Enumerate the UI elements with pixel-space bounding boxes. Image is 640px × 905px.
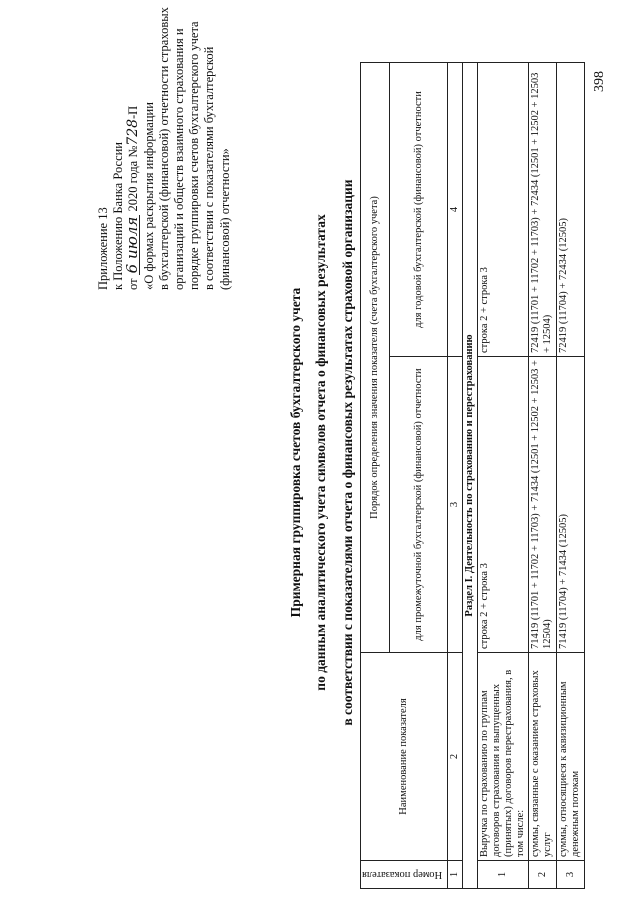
appendix-line: к Положению Банка России (111, 142, 126, 290)
row-number: 3 (557, 861, 585, 889)
page-number: 398 (592, 71, 607, 92)
row-number: 2 (529, 861, 557, 889)
header-number-cell (361, 861, 448, 889)
appendix-line: в соответствии с показателями бухгалтерской (202, 46, 217, 290)
document-title-line2: по данным аналитического учета символов отчета о финансовых результатах (313, 214, 328, 691)
header-row-top (361, 63, 390, 889)
table-row (529, 63, 557, 889)
appendix-date-line (123, 0, 142, 290)
appendix-date-mid: 2020 года № (126, 145, 141, 212)
appendix-line: «О формах раскрытия информации (141, 102, 156, 290)
column-number: 1 (448, 861, 463, 889)
row-annual: 72419 (11704) + 72434 (12505) (557, 63, 585, 357)
table-row (557, 63, 585, 889)
row-annual: строка 2 + строка 3 (478, 63, 529, 357)
header-annual: для годовой бухгалтерской (финансовой) отчетности (390, 63, 448, 357)
header-number: Номер показателя (362, 869, 443, 881)
column-number: 4 (448, 63, 463, 357)
section-title: Раздел I. Деятельность по страхованию и перестрахованию (463, 63, 478, 889)
header-name: Наименование показателя (361, 653, 448, 861)
column-number: 3 (448, 357, 463, 653)
column-numbers-row (448, 63, 463, 889)
row-interim: 71419 (11704) + 71434 (12505) (557, 357, 585, 653)
row-name: суммы, связанные с оказанием страховых услуг (529, 653, 557, 861)
handwritten-date: 6 июля (123, 216, 142, 274)
appendix-line: (финансовой) отчетности» (217, 148, 232, 290)
row-number: 1 (478, 861, 529, 889)
appendix-date-prefix: от (126, 278, 141, 290)
section-row (463, 63, 478, 889)
handwritten-number: 728 (125, 118, 142, 146)
row-annual: 72419 (11701 + 11702 + 11703) + 72434 (12501 + 12502 + 12503 + 12504) (529, 63, 557, 357)
appendix-date-suffix: -П (126, 105, 141, 119)
appendix-line: порядке группировки счетов бухгалтерского учета (187, 21, 202, 290)
column-number: 2 (448, 653, 463, 861)
header-interim: для промежуточной бухгалтерской (финансовой) отчетности (390, 357, 448, 653)
appendix-line: организаций и обществ взаимного страхования и (172, 28, 187, 290)
appendix-block (96, 0, 233, 290)
header-order: Порядок определения значения показателя (счета бухгалтерского учета) (361, 63, 390, 653)
row-interim: строка 2 + строка 3 (478, 357, 529, 653)
row-interim: 71419 (11701 + 11702 + 11703) + 71434 (12501 + 12502 + 12503 + 12504) (529, 357, 557, 653)
row-name: Выручка по страхованию по группам договоров страхования и выпущенных (принятых) договоров перестрахования, в том числе: (478, 653, 529, 861)
appendix-line: Приложение 13 (96, 207, 110, 290)
table-row (478, 63, 529, 889)
document-title-line1: Примерная группировка счетов бухгалтерского учета (288, 287, 303, 618)
grouping-table (360, 62, 585, 889)
row-name: суммы, относящиеся к аквизиционным денежным потокам (557, 653, 585, 861)
appendix-line: в бухгалтерской (финансовой) отчетности страховых (156, 7, 171, 290)
document-title-line3: в соответствии с показателями отчета о финансовых результатах страховой организации (340, 179, 355, 726)
